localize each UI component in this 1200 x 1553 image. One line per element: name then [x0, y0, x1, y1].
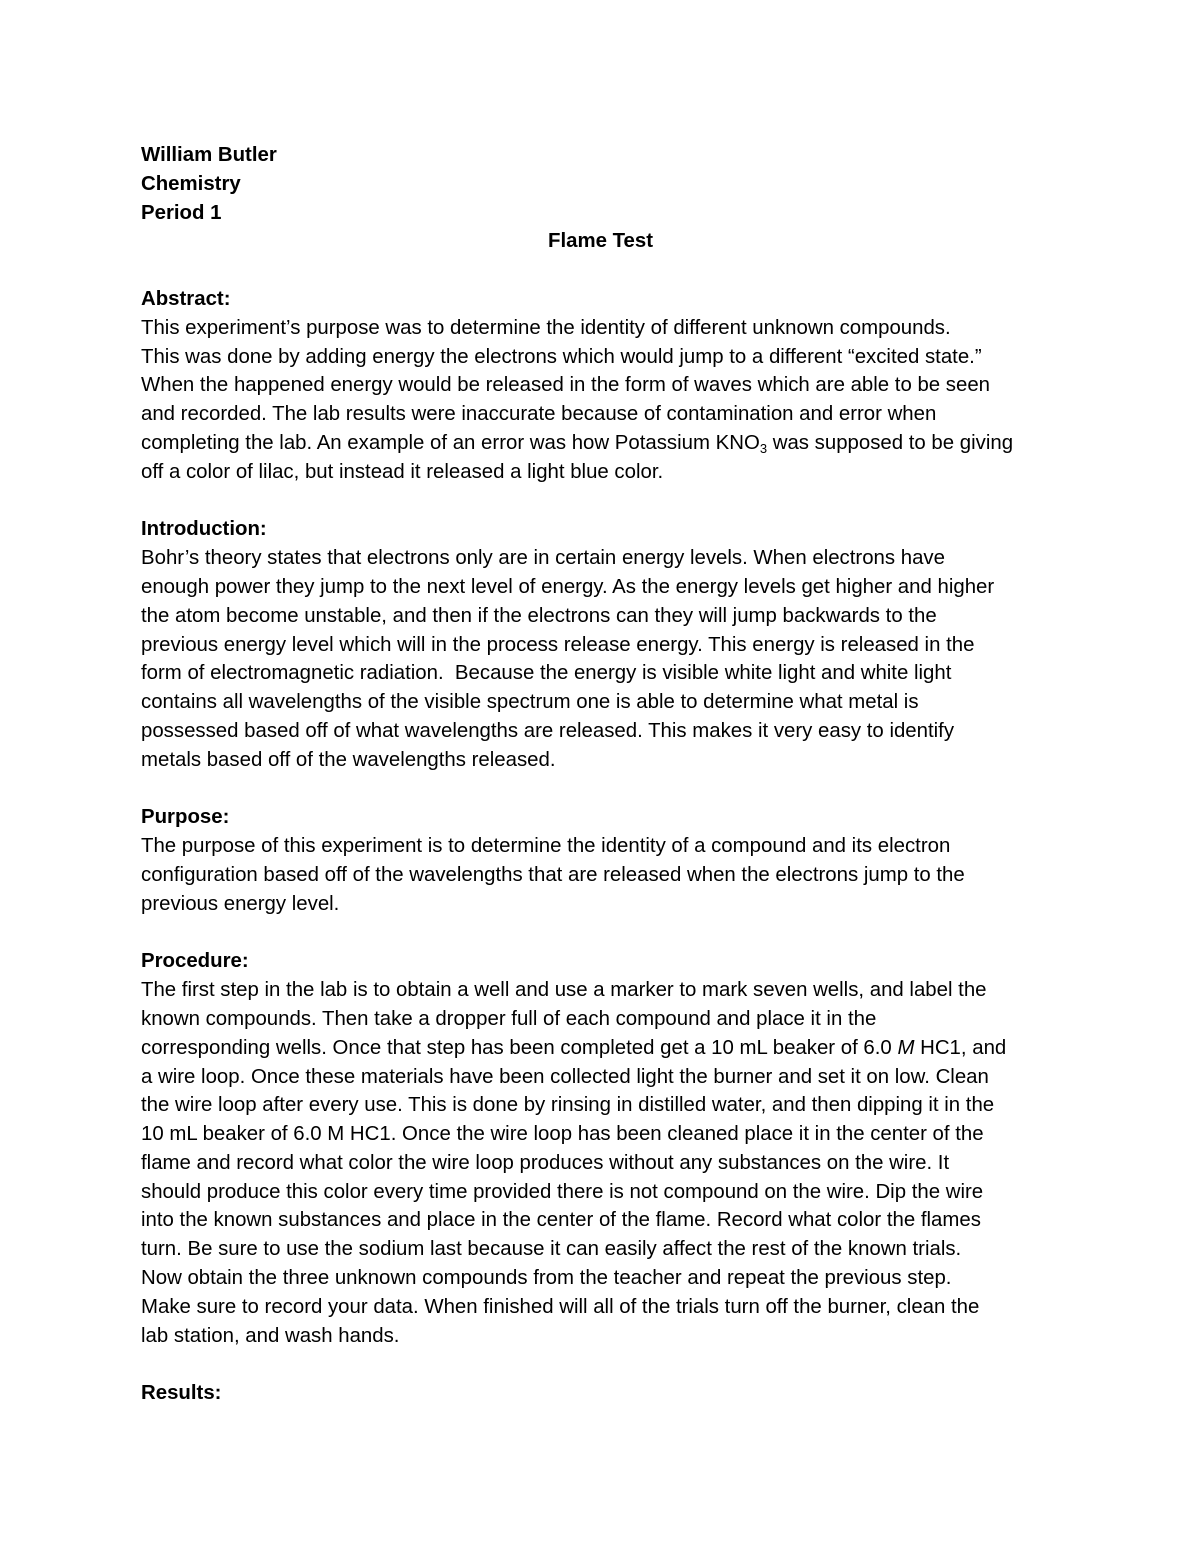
results-heading: Results: — [141, 1382, 222, 1405]
subscript-digit: 3 — [759, 440, 768, 456]
procedure-line: a wire loop. Once these materials have been collected light the burner and set it on low. Clean — [141, 1065, 989, 1088]
introduction-line: metals based off of the wavelengths released. — [141, 748, 556, 771]
subject-line: Chemistry — [141, 172, 241, 195]
introduction-section — [141, 515, 1060, 774]
procedure-line: flame and record what color the wire loop produces without any substances on the wire. It — [141, 1151, 950, 1174]
abstract-line: This was done by adding energy the electrons which would jump to a different “excited state.” — [141, 345, 982, 368]
abstract-section — [141, 285, 1060, 487]
abstract-line-text: was supposed to be giving — [767, 431, 1014, 454]
document-title: Flame Test — [547, 230, 653, 253]
abstract-line-text: completing the lab. An example of an error was how Potassium KNO — [141, 431, 760, 454]
procedure-line: should produce this color every time provided there is not compound on the wire. Dip the wire — [141, 1180, 984, 1203]
abstract-line: off a color of lilac, but instead it released a light blue color. — [141, 460, 664, 483]
results-section — [141, 1379, 1060, 1408]
abstract-line: When the happened energy would be released in the form of waves which are able to be seen — [141, 374, 991, 397]
introduction-line: Bohr’s theory states that electrons only are in certain energy levels. When electrons have — [141, 547, 945, 570]
introduction-line: enough power they jump to the next level of energy. As the energy levels get higher and higher — [141, 575, 995, 598]
author-name: William Butler — [141, 144, 277, 166]
procedure-line: 10 mL beaker of 6.0 M HC1. Once the wire loop has been cleaned place it in the center of the — [141, 1123, 984, 1146]
procedure-line-text: corresponding wells. Once that step has been completed get a 10 mL beaker of 6.0 — [141, 1036, 898, 1059]
procedure-line: Now obtain the three unknown compounds from the teacher and repeat the previous step. — [141, 1267, 952, 1290]
procedure-line: turn. Be sure to use the sodium last because it can easily affect the rest of the known trials. — [141, 1238, 962, 1261]
purpose-line: configuration based off of the wavelengths that are released when the electrons jump to the — [141, 863, 965, 886]
spacer — [141, 487, 1060, 516]
abstract-line: This experiment’s purpose was to determine the identity of different unknown compounds. — [141, 316, 951, 339]
purpose-section — [141, 803, 1060, 918]
introduction-line: the atom become unstable, and then if the electrons can they will jump backwards to the — [141, 604, 937, 627]
procedure-line-text: HC1, and — [914, 1036, 1007, 1059]
spacer — [141, 1350, 1060, 1379]
period-line: Period 1 — [141, 201, 222, 224]
purpose-line: previous energy level. — [141, 892, 340, 915]
molarity-symbol: M — [897, 1036, 915, 1059]
introduction-heading: Introduction: — [141, 518, 267, 541]
purpose-heading: Purpose: — [141, 806, 230, 829]
procedure-line: Make sure to record your data. When finished will all of the trials turn off the burner, clean the — [141, 1295, 980, 1318]
introduction-line: form of electromagnetic radiation. Because the energy is visible white light and white light — [141, 662, 952, 685]
procedure-heading: Procedure: — [141, 950, 249, 973]
procedure-line: the wire loop after every use. This is done by rinsing in distilled water, and then dipping it in the — [141, 1094, 995, 1117]
procedure-line: known compounds. Then take a dropper full of each compound and place it in the — [141, 1007, 877, 1030]
introduction-line: previous energy level which will in the process release energy. This energy is released in the — [141, 633, 975, 656]
procedure-line: into the known substances and place in the center of the flame. Record what color the flames — [141, 1209, 981, 1232]
procedure-section — [141, 947, 1060, 1350]
spacer — [141, 919, 1060, 948]
purpose-line: The purpose of this experiment is to determine the identity of a compound and its electron — [141, 835, 951, 858]
procedure-line: The first step in the lab is to obtain a well and use a marker to mark seven wells, and label the — [141, 979, 987, 1002]
abstract-heading: Abstract: — [141, 287, 231, 310]
introduction-line: contains all wavelengths of the visible spectrum one is able to determine what metal is — [141, 691, 919, 714]
abstract-line: and recorded. The lab results were inaccurate because of contamination and error when — [141, 403, 937, 426]
abstract-line — [141, 429, 1060, 458]
procedure-line: lab station, and wash hands. — [141, 1324, 400, 1347]
spacer — [141, 775, 1060, 804]
procedure-line — [141, 1034, 1060, 1063]
introduction-line: possessed based off of what wavelengths are released. This makes it very easy to identify — [141, 719, 955, 742]
spacer — [141, 256, 1060, 285]
